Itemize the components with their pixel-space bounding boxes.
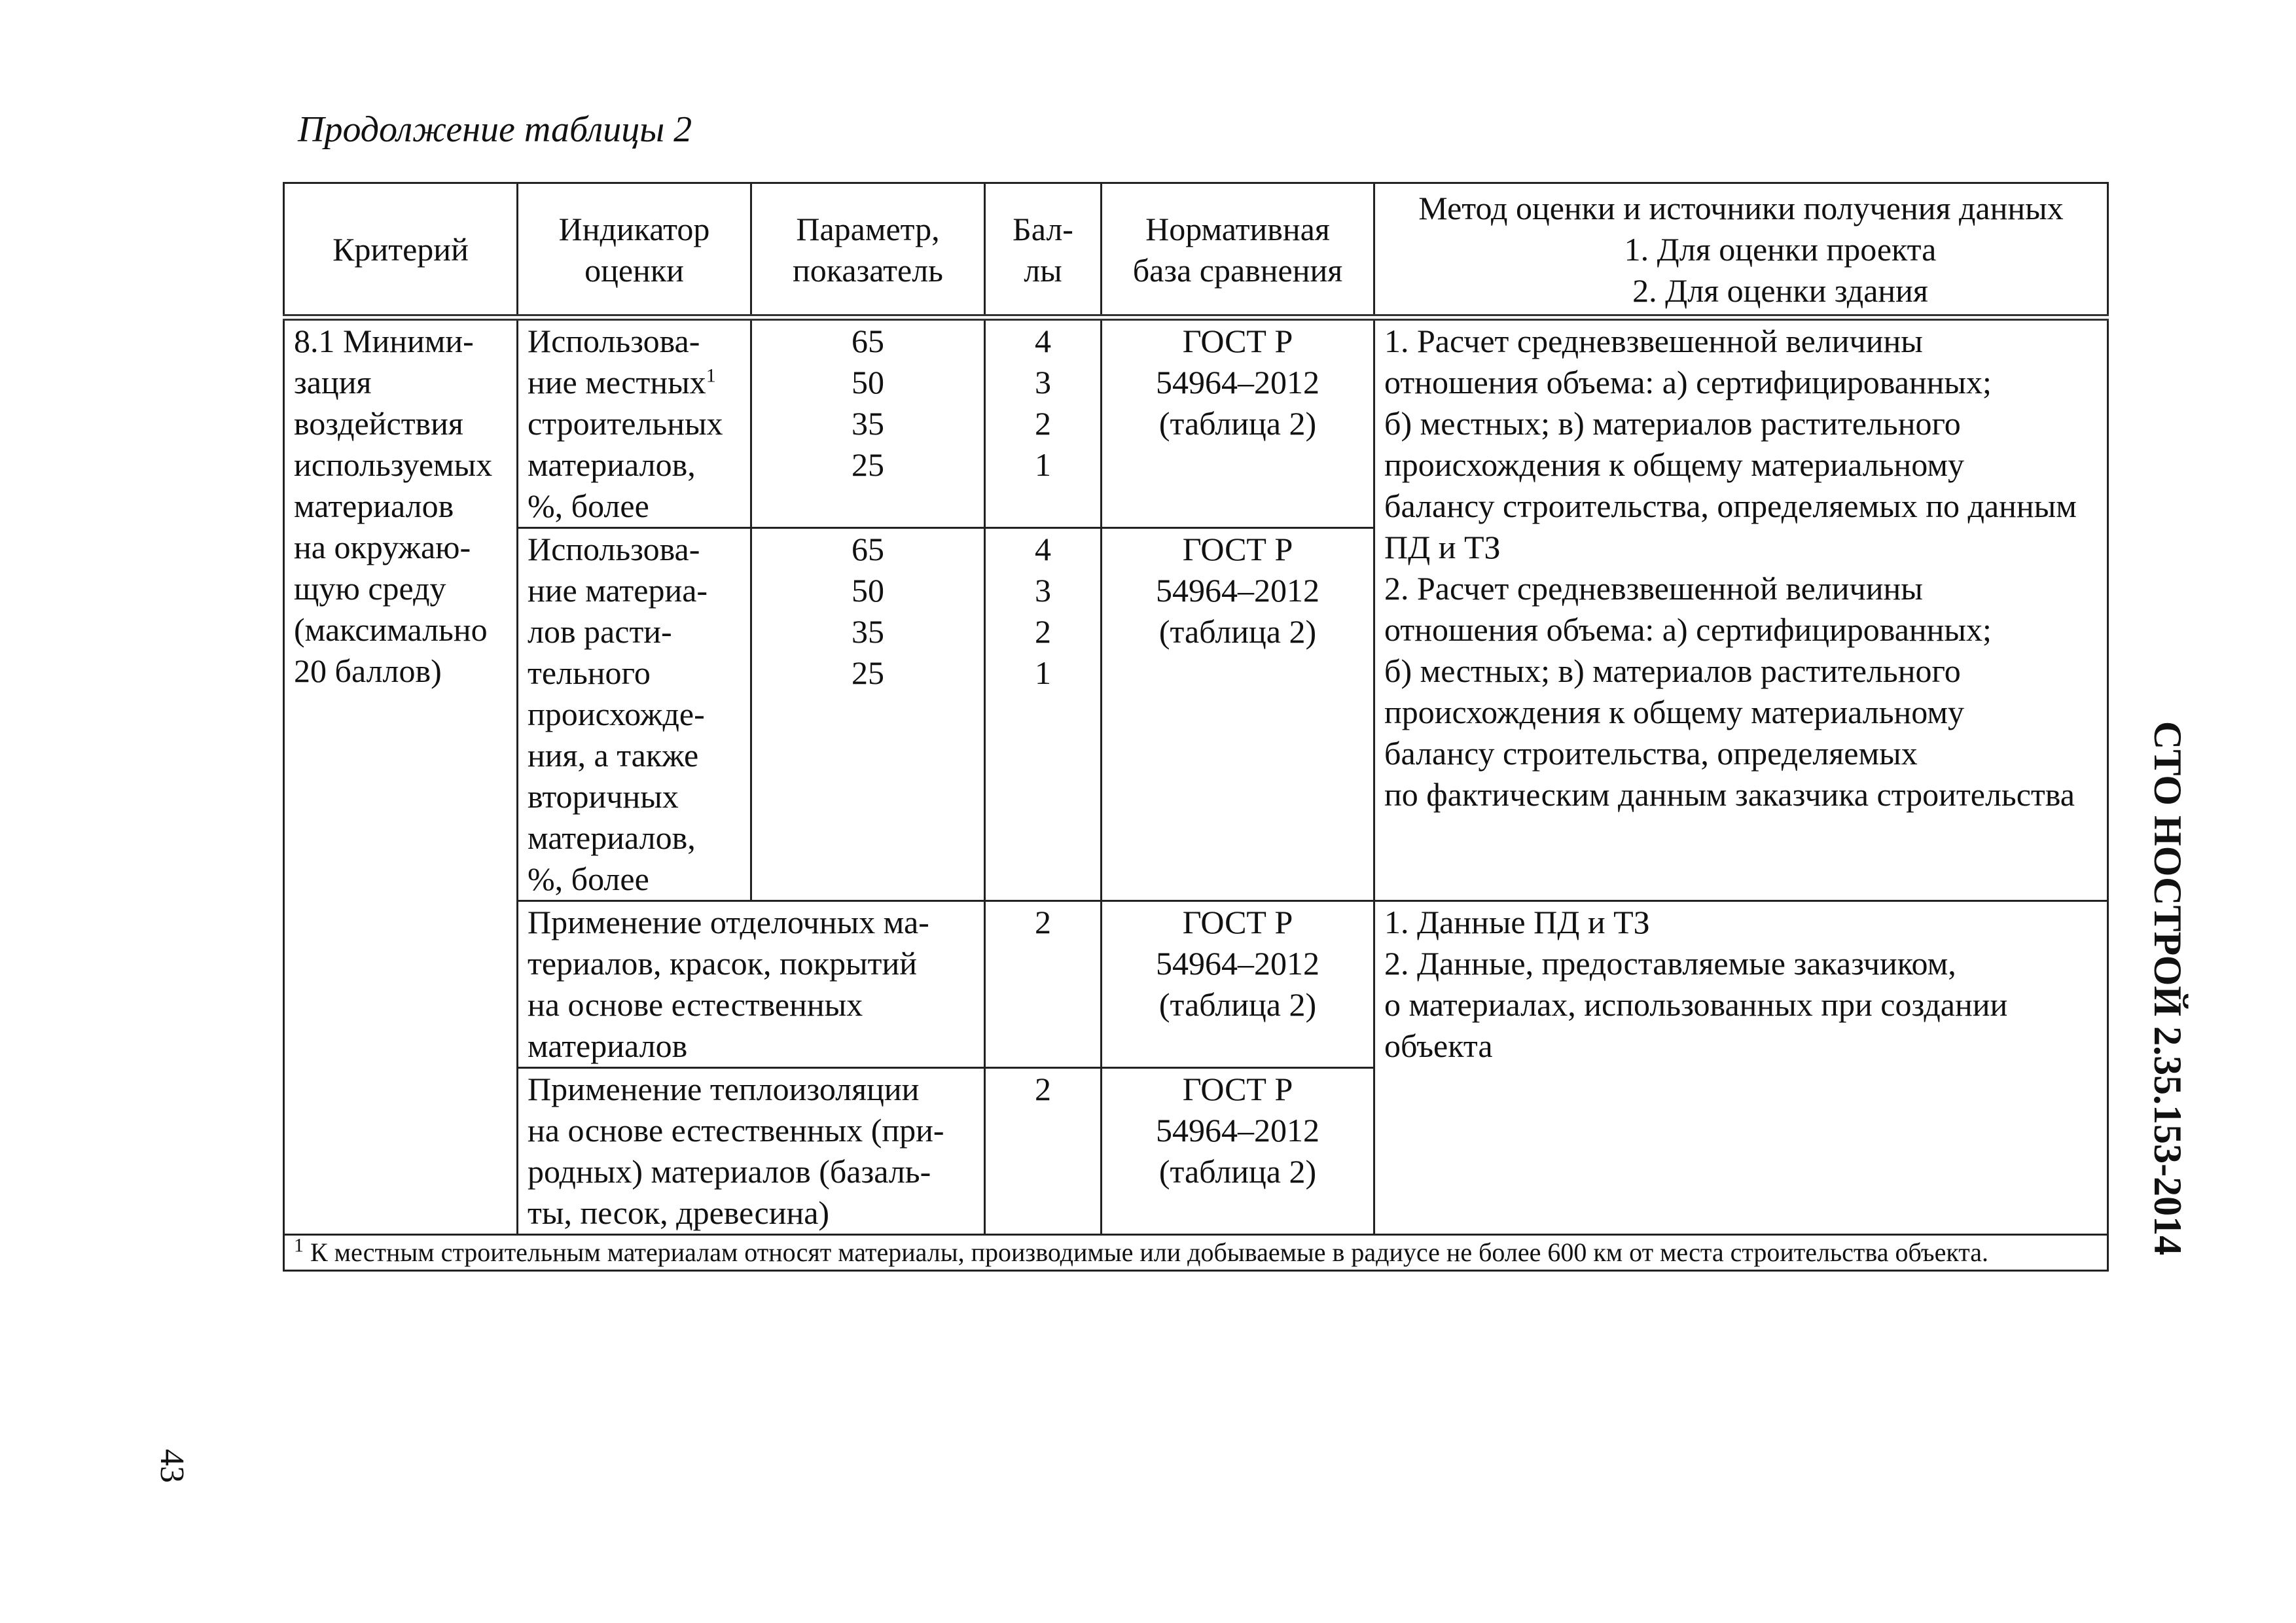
table-row	[284, 901, 2108, 1068]
method-cell: 1. Данные ПД и ТЗ 2. Данные, предоставляемые заказчиком, о материалах, использованных при создании объекта	[1374, 901, 2108, 1235]
header-indicator: Индикатор оценки	[518, 183, 751, 318]
base-cell: ГОСТ Р 54964–2012 (таблица 2)	[1102, 901, 1374, 1068]
parameter-cell: 65 50 35 25	[751, 317, 985, 528]
footnote-mark: 1	[706, 365, 716, 387]
header-method: Метод оценки и источники получения данных 1. Для оценки проекта 2. Для оценки здания	[1374, 183, 2108, 318]
header-parameter: Параметр, показатель	[751, 183, 985, 318]
indicator-cell: Применение отделочных ма- териалов, красок, покрытий на основе естественных материалов	[518, 901, 985, 1068]
parameter-cell: 65 50 35 25	[751, 528, 985, 901]
footnote-number: 1	[294, 1234, 304, 1257]
header-base: Нормативная база сравнения	[1102, 183, 1374, 318]
footnote	[284, 1235, 2108, 1271]
table-header-row	[284, 183, 2108, 318]
base-cell: ГОСТ Р 54964–2012 (таблица 2)	[1102, 1068, 1374, 1235]
points-cell: 4 3 2 1	[985, 317, 1102, 528]
points-cell: 2	[985, 901, 1102, 1068]
page-number: 43	[153, 1449, 190, 1483]
header-points: Бал- лы	[985, 183, 1102, 318]
footnote-row	[284, 1235, 2108, 1271]
base-cell: ГОСТ Р 54964–2012 (таблица 2)	[1102, 528, 1374, 901]
indicator-cell: Использова- ние материа- лов расти- тельного происхожде- ния, а также вторичных материалов, %, более	[518, 528, 751, 901]
document-code: СТО НОСТРОЙ 2.35.153-2014	[2146, 721, 2189, 1256]
criterion-cell: 8.1 Миними- зация воздействия используемых материалов на окружаю- щую среду (максимально 20 баллов)	[284, 317, 518, 1235]
footnote-text: К местным строительным материалам относят материалы, производимые или добываемые в радиусе не более 600 км от места строительства объекта.	[310, 1238, 1988, 1267]
base-cell: ГОСТ Р 54964–2012 (таблица 2)	[1102, 317, 1374, 528]
points-cell: 2	[985, 1068, 1102, 1235]
method-cell: 1. Расчет средневзвешенной величины отношения объема: а) сертифицированных; б) местных; в) материалов растительного происхождения к общему материальному балансу строительства, определяемых по данным ПД и ТЗ 2. Расчет средневзвешенной величины отношения объема: а) сертифицированных; б) местных; в) материалов растительного происхождения к общему материальному балансу строительства, определяемых по фактическим данным заказчика строительства	[1374, 317, 2108, 901]
criteria-table	[283, 182, 2109, 1272]
indicator-cell: Использова- ние местных$^1$ строительных материалов, %, более	[518, 317, 751, 528]
table-caption: Продолжение таблицы 2	[298, 109, 692, 150]
indicator-cell: Применение теплоизоляции на основе естественных (при- родных) материалов (базаль- ты, песок, древесина)	[518, 1068, 985, 1235]
table-row	[284, 317, 2108, 528]
points-cell: 4 3 2 1	[985, 528, 1102, 901]
header-criterion: Критерий	[284, 183, 518, 318]
